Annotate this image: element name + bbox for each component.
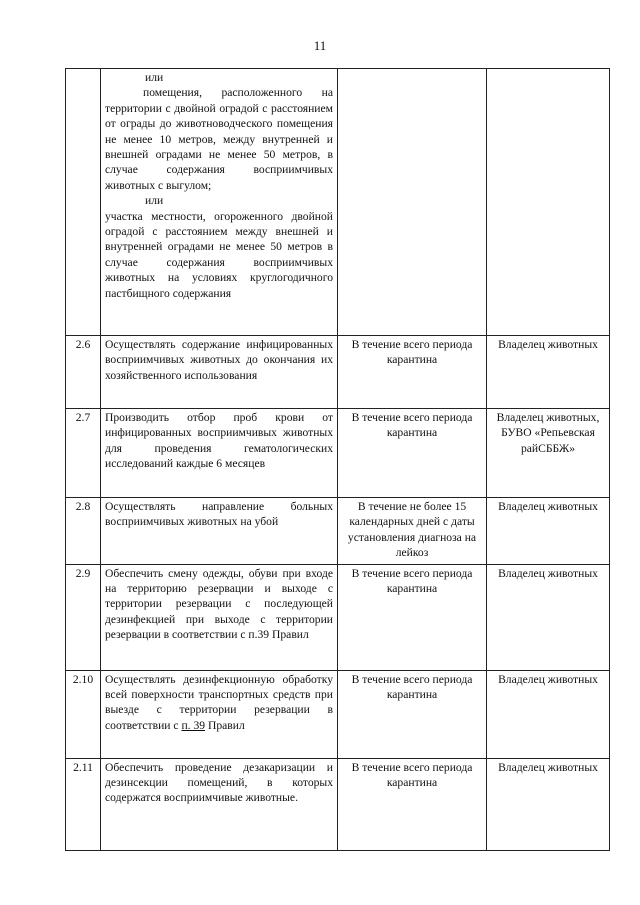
- text-premises: помещения, расположенного на территории с двойной оградой с расстоянием от ограды до животноводческого помещения не менее 10 метров, между внутренней и внешней оградами не менее 50 метров, в случае содержания восприимчивых животных с выгулом;: [105, 86, 333, 192]
- row-action: Производить отбор проб крови от инфицированных восприимчивых животных для проведения гематологических исследований каждые 6 месяцев: [101, 409, 338, 498]
- text-plot: участка местности, огороженного двойной оградой с расстоянием между внешней и внутренней оградами не менее 50 метров в случае содержания восприимчивых животных на условиях круглогодичного пастбищного содержания: [105, 209, 333, 300]
- row-action-tail: Правил: [205, 718, 245, 732]
- cell-action: [101, 69, 338, 336]
- row-term: В течение всего периода карантина: [338, 758, 487, 850]
- row-number: 2.6: [66, 336, 101, 409]
- row-responsible: Владелец животных: [487, 564, 610, 670]
- table-row-2-8: [66, 498, 610, 565]
- row-responsible: Владелец животных: [487, 498, 610, 565]
- row-term: В течение всего периода карантина: [338, 564, 487, 670]
- row-action: Осуществлять содержание инфицированных восприимчивых животных до окончания их хозяйственного использования: [101, 336, 338, 409]
- cell-num: [66, 69, 101, 336]
- row-term: В течение всего периода карантина: [338, 409, 487, 498]
- table-row-2-10: [66, 670, 610, 758]
- row-action-text: Осуществлять дезинфекционную обработку всей поверхности транспортных средств при выезде с территории резервации в соответствии с: [105, 672, 333, 732]
- table-row-continuation: [66, 69, 610, 336]
- row-number: 2.11: [66, 758, 101, 850]
- table-row-2-11: [66, 758, 610, 850]
- row-term: В течение всего периода карантина: [338, 670, 487, 758]
- row-term: В течение не более 15 календарных дней с даты установления диагноза на лейкоз: [338, 498, 487, 565]
- row-action: Обеспечить проведение дезакаризации и дезинсекции помещений, в которых содержатся восприимчивые животные.: [101, 758, 338, 850]
- page-number: 11: [313, 38, 327, 53]
- cell-responsible: [487, 69, 610, 336]
- row-responsible: Владелец животных, БУВО «Репьевская райСББЖ»: [487, 409, 610, 498]
- measures-table: [65, 68, 610, 851]
- row-number: 2.7: [66, 409, 101, 498]
- row-action: Обеспечить смену одежды, обуви при входе на территорию резервации и выходе с территории резервации с последующей дезинфекцией при выходе с территории резервации в соответствии с п.39 Правил: [101, 564, 338, 670]
- text-or-2: или: [145, 194, 164, 208]
- cell-term: [338, 69, 487, 336]
- row-term: В течение всего периода карантина: [338, 336, 487, 409]
- row-number: 2.10: [66, 670, 101, 758]
- row-responsible: Владелец животных: [487, 670, 610, 758]
- row-responsible: Владелец животных: [487, 336, 610, 409]
- row-number: 2.8: [66, 498, 101, 565]
- rule-reference-link[interactable]: п. 39: [181, 718, 206, 732]
- row-action: [101, 670, 338, 758]
- table-row-2-6: [66, 336, 610, 409]
- row-action: Осуществлять направление больных восприимчивых животных на убой: [101, 498, 338, 565]
- row-number: 2.9: [66, 564, 101, 670]
- table-row-2-7: [66, 409, 610, 498]
- text-or-1: или: [145, 71, 164, 84]
- table-row-2-9: [66, 564, 610, 670]
- row-responsible: Владелец животных: [487, 758, 610, 850]
